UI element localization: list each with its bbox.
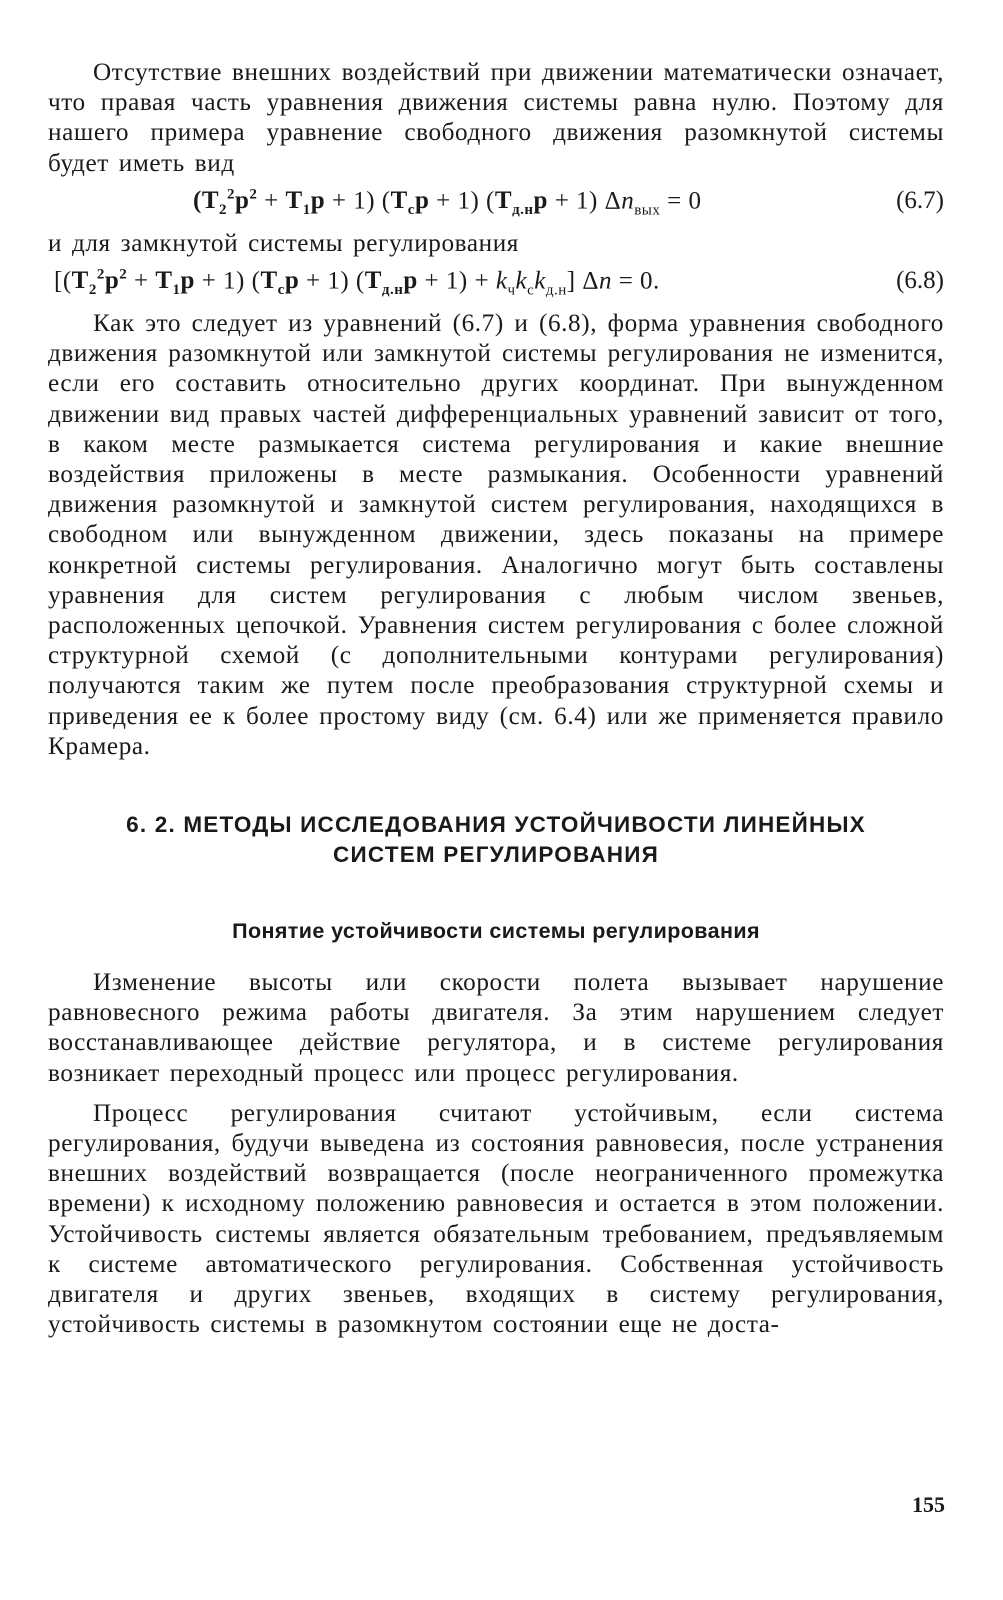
section-heading-line1: 6. 2. МЕТОДЫ ИССЛЕДОВАНИЯ УСТОЙЧИВОСТИ ЛИНЕЙНЫХ bbox=[126, 812, 866, 838]
paragraph-closed-system-intro: и для замкнутой системы регулирования bbox=[48, 229, 519, 257]
subsection-heading: Понятие устойчивости системы регулирования bbox=[232, 919, 760, 944]
paragraph-stability-definition: Процесс регулирования считают устойчивым, если система регулирования, будучи выведена из состояния равновесия, после устранения внешних воздействий возвращается (после неограниченного промежутка времени) к исходному положению равновесия и остается в этом положении. Устойчивость системы является обязательным требованием, предъявляемым к системе автоматического регулирования. Собственная устойчивость двигателя и других звеньев, входящих в систему регулирования, устойчивость системы в разомкнутом состоянии еще не доста- bbox=[48, 1099, 944, 1339]
paragraph-free-motion-intro: Отсутствие внешних воздействий при движении математически означает, что правая часть уравнения движения системы равна нулю. Поэтому для нашего примера уравнение свободного движения разомкнутой системы будет иметь вид bbox=[48, 59, 944, 177]
equation-6-7-expression: $(T_2^2p^2 + T_1p + 1) (T_cp + 1) (T_{д.н}p + 1) \Delta n_{вых} = 0$ bbox=[193, 186, 702, 219]
paragraph-equation-forms: Как это следует из уравнений (6.7) и (6.8), форма уравнения свободного движения разомкнутой или замкнутой системы регулирования не изменится, если его составить относительно других координат. При вынужденном движении вид правых частей дифференциальных уравнений зависит от того, в каком месте размыкается система регулирования и какие внешние воздействия приложены в месте размыкания. Особенности уравнений движения разомкнутой и замкнутой систем регулирования, находящихся в свободном или вынужденном движении, здесь показаны на примере конкретной системы регулирования. Аналогично могут быть составлены уравнения для систем регулирования с любым числом звеньев, расположенных цепочкой. Уравнения систем регулирования с более сложной структурной схемой (с дополнительными контурами регулирования) получаются таким же путем после преобразования структурной схемы и приведения ее к более простому виду (см. 6.4) или же применяется правило Крамера. bbox=[48, 310, 944, 760]
section-heading-line2: СИСТЕМ РЕГУЛИРОВАНИЯ bbox=[333, 842, 659, 868]
page-content bbox=[48, 58, 944, 1341]
paragraph-flight-change: Изменение высоты или скорости полета вызывает нарушение равновесного режима работы двигателя. За этим нарушением следует восстанавливающее действие регулятора, и в системе регулирования возникает переходный процесс или процесс регулирования. bbox=[48, 969, 944, 1087]
equation-6-7-number: (6.7) bbox=[896, 186, 944, 214]
equation-6-8-number: (6.8) bbox=[896, 267, 944, 295]
equation-6-8-expression: $[(T_2^2p^2 + T_1p + 1) (T_cp + 1) (T_{д.н}p + 1) + k_чk_ck_{д.н}] \Delta n = 0$. bbox=[54, 267, 660, 299]
equation-6-7 bbox=[48, 179, 944, 229]
page-number: 155 bbox=[912, 1492, 945, 1517]
equation-6-8 bbox=[48, 259, 944, 309]
